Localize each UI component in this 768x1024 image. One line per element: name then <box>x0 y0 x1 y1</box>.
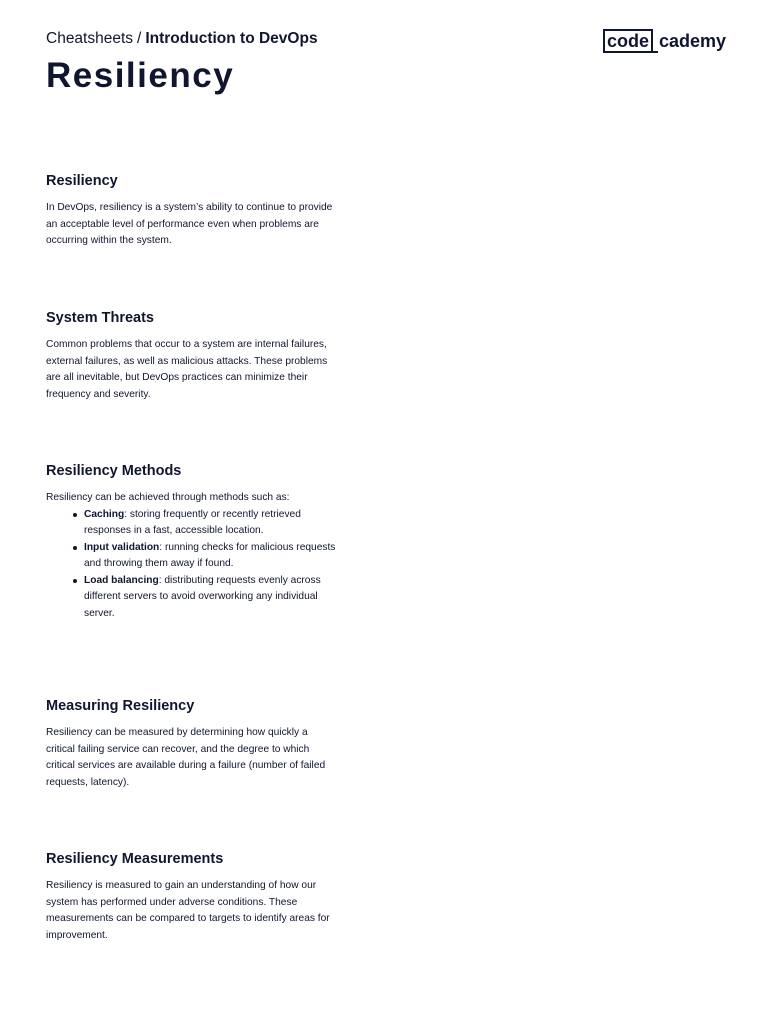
logo-cademy-text: cademy <box>659 31 727 51</box>
breadcrumb-link-cheatsheets[interactable]: Cheatsheets <box>46 30 134 47</box>
section-body: Common problems that occur to a system are internal failures, external failures, as well as malicious attacks. These problems are all inevitable, but DevOps practices can minimize their frequency and severity. <box>46 339 328 400</box>
section-resiliency-methods <box>46 462 336 622</box>
section-body: In DevOps, resiliency is a system’s ability to continue to provide an acceptable level of performance even when problems are occurring within the system. <box>46 202 333 246</box>
section-title: System Threats <box>46 310 154 326</box>
list-item-term: Load balancing <box>84 574 159 586</box>
page-title: Resiliency <box>46 56 235 95</box>
section-measuring-resiliency <box>46 697 336 791</box>
breadcrumb-current[interactable]: Introduction to DevOps <box>145 30 318 47</box>
section-body: Resiliency can be achieved through methods such as: <box>46 492 290 503</box>
codecademy-logo[interactable] <box>603 29 726 53</box>
logo-code-box: code <box>603 29 653 53</box>
breadcrumb-separator: / <box>137 30 142 47</box>
list-item-load-balancing <box>84 573 336 623</box>
list-item-term: Input validation <box>84 541 160 553</box>
methods-list <box>46 507 336 623</box>
section-system-threats <box>46 309 336 403</box>
list-item-input-validation <box>84 540 336 573</box>
list-item-caching <box>84 507 336 540</box>
list-item-desc: : distributing requests evenly across different servers to avoid overworking any individual server. <box>84 574 321 619</box>
section-title: Resiliency <box>46 173 118 189</box>
list-item-desc: : storing frequently or recently retrieved responses in a fast, accessible location. <box>84 508 301 536</box>
section-title: Resiliency Methods <box>46 463 182 479</box>
section-title: Measuring Resiliency <box>46 698 195 714</box>
section-resiliency <box>46 172 336 250</box>
list-item-term: Caching <box>84 508 125 520</box>
section-resiliency-measurements <box>46 850 336 944</box>
section-body: Resiliency can be measured by determining how quickly a critical failing service can recover, and the degree to which critical services are available during a failure (number of failed requests, latency). <box>46 727 326 788</box>
list-item-desc: : running checks for malicious requests and throwing them away if found. <box>84 541 336 569</box>
section-title: Resiliency Measurements <box>46 851 224 867</box>
section-body: Resiliency is measured to gain an understanding of how our system has performed under adverse conditions. These measurements can be compared to targets to identify areas for improvement. <box>46 880 330 941</box>
logo-cursor-underscore <box>653 29 658 53</box>
breadcrumb <box>46 29 318 49</box>
